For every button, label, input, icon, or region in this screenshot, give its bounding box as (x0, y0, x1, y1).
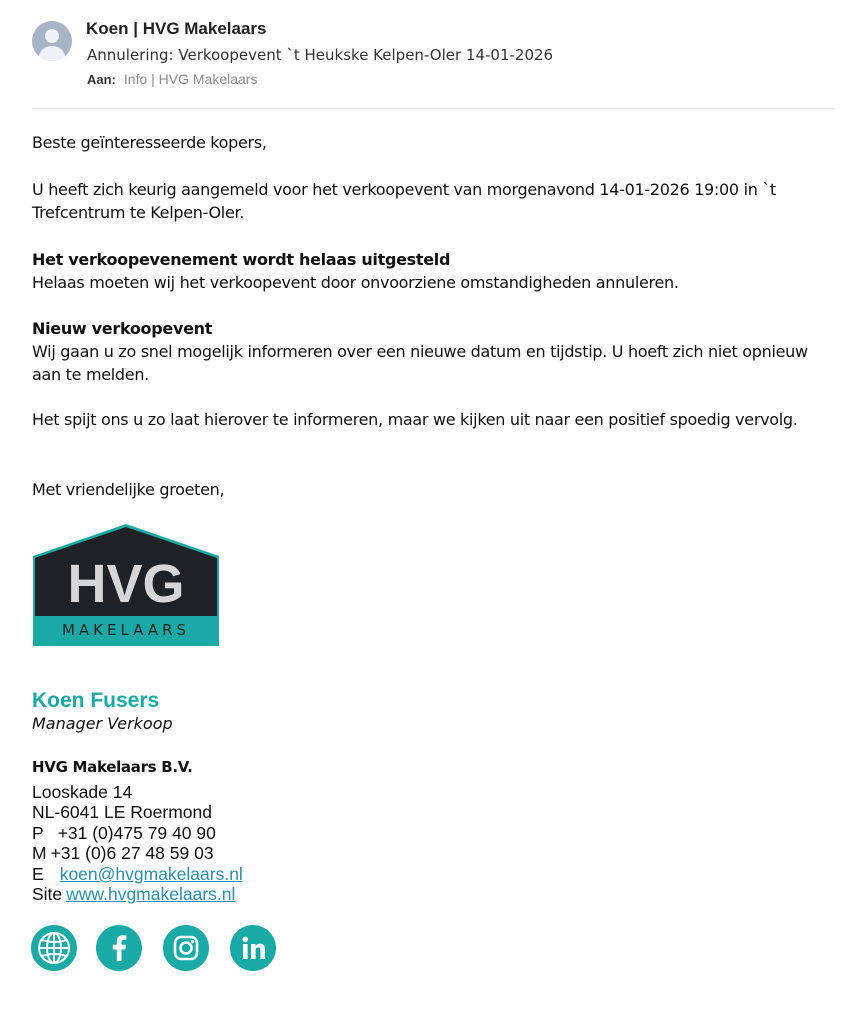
linkedin-icon-graphic (230, 925, 276, 971)
closing: Met vriendelijke groeten, (32, 480, 225, 499)
globe-icon[interactable] (31, 925, 77, 971)
header-divider (32, 108, 834, 109)
body-paragraph-4: Het spijt ons u zo laat hierover te informeren, maar we kijken uit naar een positief spoedig vervolg. (32, 410, 798, 429)
section-heading-new-event-text: Nieuw verkoopevent (32, 319, 213, 338)
signature-mobile-row (32, 843, 214, 864)
logo-text: HVG (67, 554, 185, 614)
email-header (0, 0, 848, 110)
recipient-label: Aan: (87, 72, 116, 87)
phone-label: P (32, 823, 44, 843)
company-logo (33, 524, 219, 646)
facebook-icon[interactable] (96, 925, 142, 971)
signature-role: Manager Verkoop (32, 714, 173, 733)
email-link[interactable]: koen@hvgmakelaars.nl (59, 864, 243, 884)
mobile-label: M (32, 843, 47, 863)
signature-address-city: NL-6041 LE Roermond (32, 802, 212, 822)
body-paragraph-2: Helaas moeten wij het verkoopevent door onvoorziene omstandigheden annuleren. (32, 273, 679, 292)
company-logo-graphic (33, 524, 219, 646)
signature-name: Koen Fusers (32, 689, 160, 712)
signature-email-row (32, 864, 243, 885)
body-paragraph-1: U heeft zich keurig aangemeld voor het verkoopevent van morgenavond 14-01-2026 19:00 in `t Trefcentrum te Kelpen-Oler. (32, 180, 777, 222)
site-label: Site (32, 884, 63, 904)
signature-site-row (32, 884, 235, 905)
linkedin-icon[interactable] (230, 925, 276, 971)
facebook-icon-graphic (96, 925, 142, 971)
instagram-icon-graphic (163, 925, 209, 971)
signature-phone-row (32, 823, 216, 844)
globe-icon-graphic (31, 925, 77, 971)
email-label: E (32, 864, 44, 884)
section-heading-new-event (32, 317, 832, 340)
recipient-row (87, 71, 257, 87)
greeting: Beste geïnteresseerde kopers, (32, 133, 267, 152)
email-subject: Annulering: Verkoopevent `t Heukske Kelpen-Oler 14-01-2026 (87, 46, 554, 64)
instagram-icon[interactable] (163, 925, 209, 971)
phone-number[interactable]: +31 (0)475 79 40 90 (57, 823, 216, 843)
section-heading-postponed-text: Het verkoopevenement wordt helaas uitgesteld (32, 250, 451, 269)
sender-name[interactable]: Koen | HVG Makelaars (86, 19, 267, 38)
sender-avatar[interactable] (32, 21, 72, 61)
avatar-body (39, 46, 65, 61)
website-link[interactable]: www.hvgmakelaars.nl (66, 884, 236, 904)
mobile-number[interactable]: +31 (0)6 27 48 59 03 (50, 843, 214, 863)
body-paragraph-3: Wij gaan u zo snel mogelijk informeren over een nieuwe datum en tijdstip. U hoeft zich niet opnieuw aan te melden. (32, 342, 808, 384)
signature-company: HVG Makelaars B.V. (32, 758, 193, 776)
section-heading-postponed (32, 248, 832, 271)
avatar-head (45, 29, 59, 43)
recipient-value[interactable]: Info | HVG Makelaars (123, 71, 258, 87)
logo-subtext: MAKELAARS (61, 621, 191, 639)
signature-address-street: Looskade 14 (32, 782, 133, 802)
